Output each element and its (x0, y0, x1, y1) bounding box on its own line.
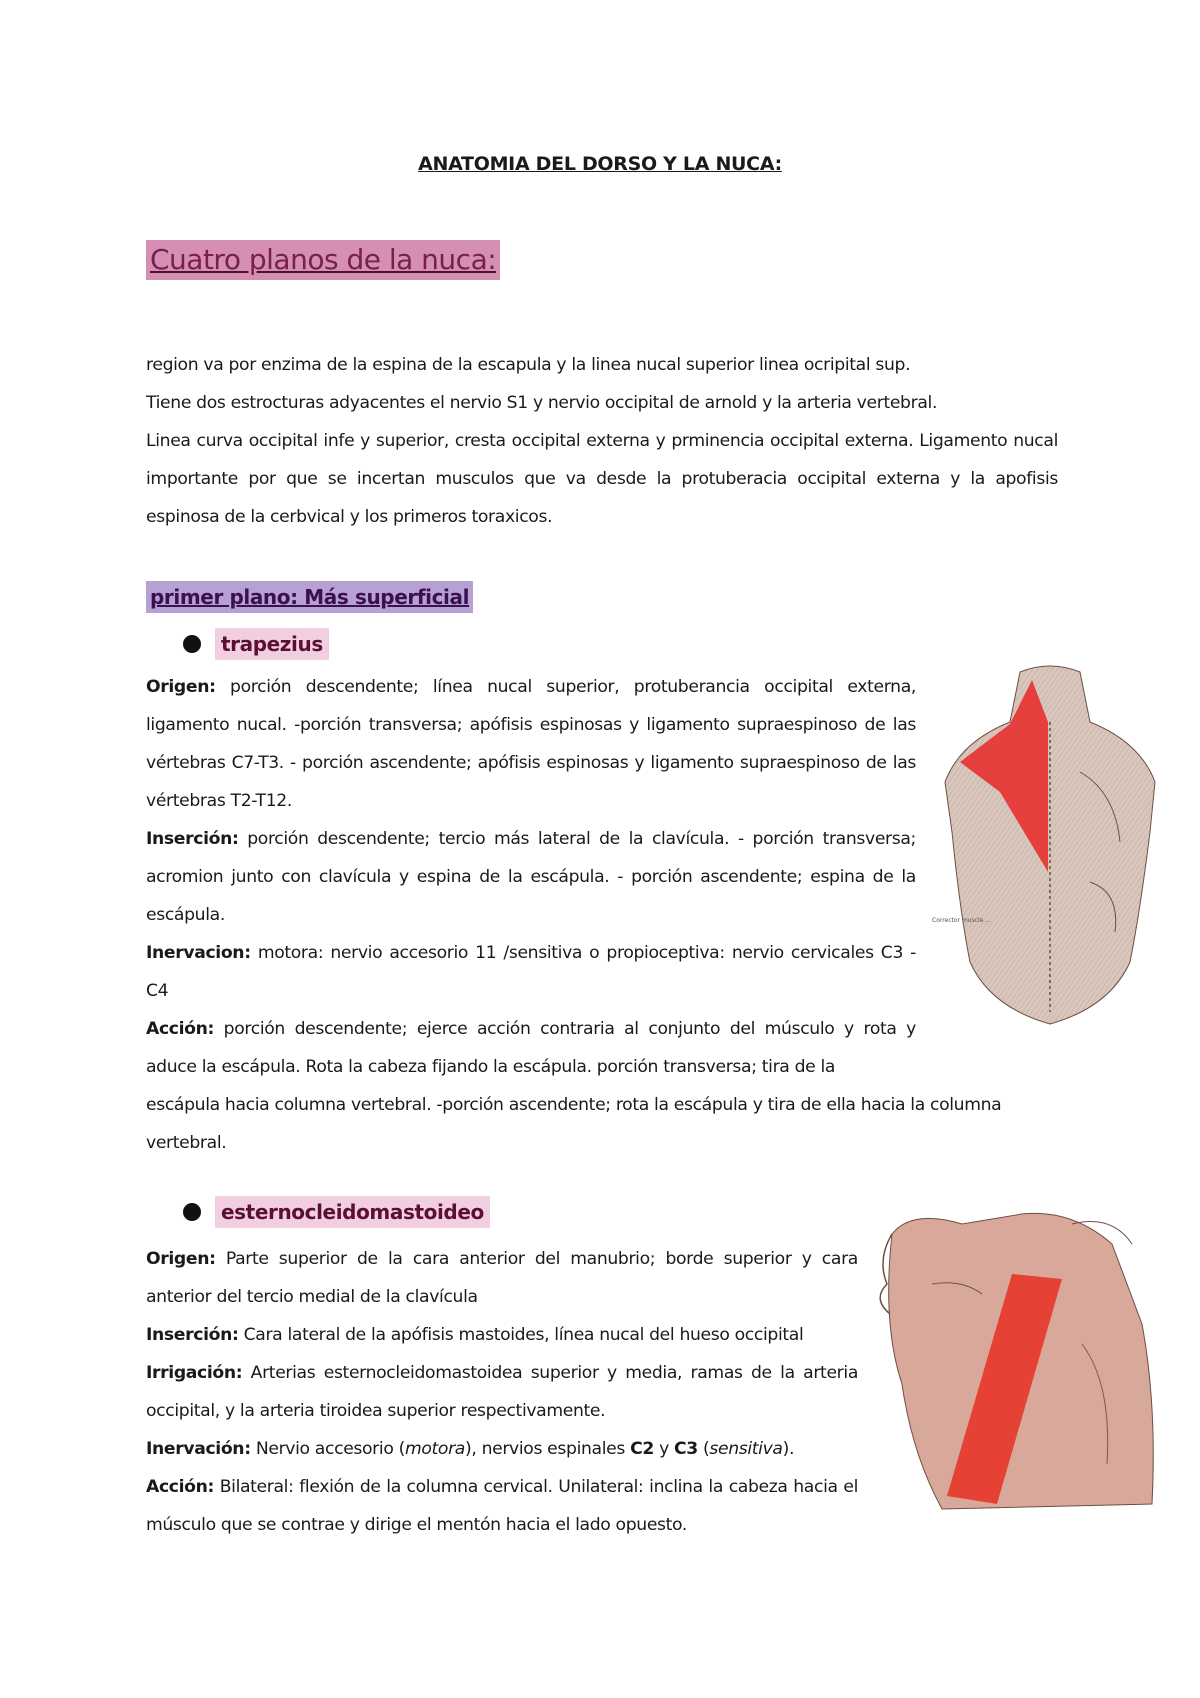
scm-illustration (872, 1204, 1160, 1516)
trapezius-insertion (146, 820, 916, 934)
trapezius-illustration (932, 662, 1160, 1032)
trapezius-innervation (146, 934, 916, 1010)
muscle-name-scm: esternocleidomastoideo (215, 1196, 490, 1228)
figure-caption: Corrector muscle ... (932, 917, 992, 924)
action-text: Bilateral: flexión de la columna cervical. Unilateral: inclina la cabeza hacia el músculo que se contrae y dirige el mentón hacia el lado opuesto. (146, 1477, 858, 1535)
intro-line-2: Tiene dos estrocturas adyacentes el nervio S1 y nervio occipital de arnold y la arteria vertebral. (146, 393, 938, 413)
trapezius-action (146, 1010, 916, 1086)
innervation-sensitiva: sensitiva (709, 1439, 783, 1459)
origin-label: Origen: (146, 1249, 216, 1269)
section-heading: Cuatro planos de la nuca: (146, 240, 500, 280)
scm-origin (146, 1240, 858, 1316)
innervation-motora: motora (404, 1439, 465, 1459)
intro-line-3: Linea curva occipital infe y superior, cresta occipital externa y prminencia occipital externa. Ligamento nucal importante por que se incertan musculos que va desde la protuberacia occipital externa y la apofisis espinosa de la cerbvical y los primeros toraxicos. (146, 431, 1058, 527)
irrigation-text: Arterias esternocleidomastoidea superior y media, ramas de la arteria occipital, y la arteria tiroidea superior respectivamente. (146, 1363, 858, 1421)
innervation-text: motora: nervio accesorio 11 /sensitiva o propioceptiva: nervio cervicales C3 - C4 (146, 943, 916, 1001)
intro-paragraph (146, 346, 1058, 536)
insertion-text: porción descendente; tercio más lateral de la clavícula. - porción transversa; acromion junto con clavícula y espina de la escápula. - porción ascendente; espina de la escápula. (146, 829, 916, 925)
insertion-label: Inserción: (146, 829, 239, 849)
bullet-trapezius (183, 628, 329, 660)
innervation-label: Inervacion: (146, 943, 251, 963)
scm-innervation (146, 1430, 858, 1468)
bullet-scm (183, 1196, 490, 1228)
insertion-text: Cara lateral de la apófisis mastoides, línea nucal del hueso occipital (238, 1325, 804, 1345)
intro-line-1: region va por enzima de la espina de la escapula y la linea nucal superior linea ocripital sup. (146, 355, 911, 375)
scm-insertion (146, 1316, 858, 1354)
insertion-label: Inserción: (146, 1325, 239, 1345)
innervation-paren: ( (697, 1439, 710, 1459)
action-label: Acción: (146, 1477, 215, 1497)
muscle-name-trapezius: trapezius (215, 628, 329, 660)
trapezius-action-continued: escápula hacia columna vertebral. -porción ascendente; rota la escápula y tira de ella hacia la columna vertebral. (146, 1095, 1002, 1153)
innervation-text-2: ), nervios espinales (464, 1439, 631, 1459)
innervation-text: Nervio accesorio ( (250, 1439, 405, 1459)
innervation-end: ). (782, 1439, 795, 1459)
document-title: ANATOMIA DEL DORSO Y LA NUCA: (418, 153, 782, 175)
scm-irrigation (146, 1354, 858, 1430)
action-label: Acción: (146, 1019, 215, 1039)
plane-1-heading: primer plano: Más superficial (146, 581, 473, 613)
origin-label: Origen: (146, 677, 216, 697)
scm-description (146, 1240, 858, 1544)
irrigation-label: Irrigación: (146, 1363, 243, 1383)
innervation-and: y (653, 1439, 675, 1459)
bullet-icon (183, 635, 201, 653)
innervation-label: Inervación: (146, 1439, 251, 1459)
innervation-c3: C3 (674, 1439, 698, 1459)
trapezius-origin (146, 668, 916, 820)
innervation-c2: C2 (630, 1439, 654, 1459)
origin-text: Parte superior de la cara anterior del manubrio; borde superior y cara anterior del tercio medial de la clavícula (146, 1249, 858, 1307)
scm-action (146, 1468, 858, 1544)
action-text: porción descendente; ejerce acción contraria al conjunto del músculo y rota y aduce la escápula. Rota la cabeza fijando la escápula. porción transversa; tira de la (146, 1019, 916, 1077)
origin-text: porción descendente; línea nucal superior, protuberancia occipital externa, ligamento nucal. -porción transversa; apófisis espinosas y ligamento supraespinoso de las vértebras C7-T3. - porción ascendente; apófisis espinosas y ligamento supraespinoso de las vértebras T2-T12. (146, 677, 916, 811)
bullet-icon (183, 1203, 201, 1221)
trapezius-description (146, 668, 916, 1086)
